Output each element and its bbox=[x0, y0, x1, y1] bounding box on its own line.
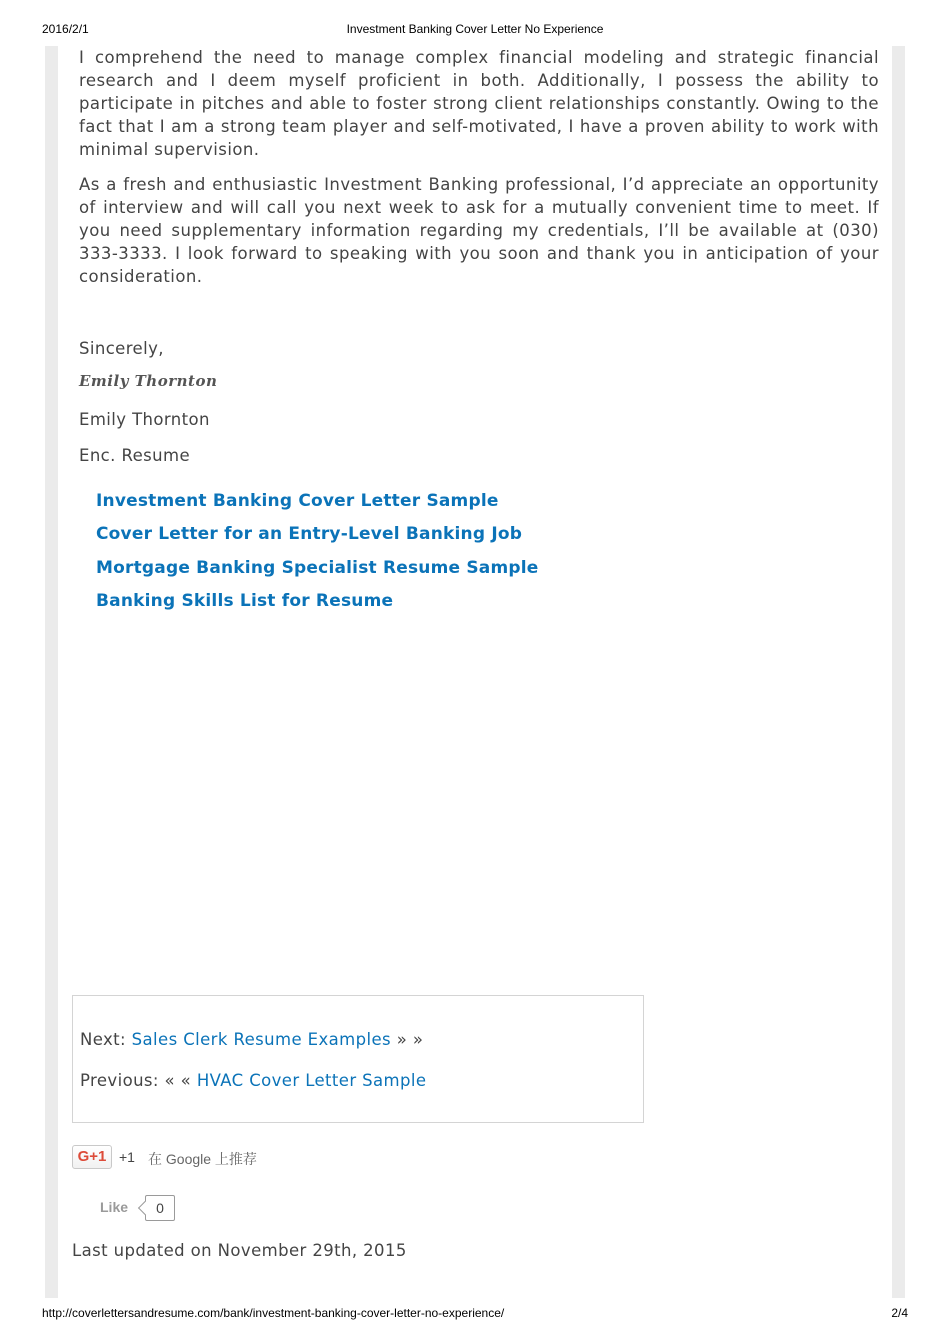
letter-paragraph: I comprehend the need to manage complex financial modeling and strategic financial research and I deem myself proficient in both. Additionally, I possess the ability to participate in pitches and able to foster strong client relationships constantly. Owing to the fact that I am a strong team player and self-motivated, I have a proven ability to work with minimal supervision. bbox=[79, 48, 879, 159]
signer-name: Emily Thornton bbox=[79, 410, 210, 429]
enclosure-note: Enc. Resume bbox=[79, 446, 190, 465]
previous-post bbox=[80, 1071, 426, 1090]
print-title: Investment Banking Cover Letter No Experience bbox=[346, 22, 604, 36]
print-footer bbox=[0, 1306, 950, 1324]
next-post bbox=[80, 1030, 423, 1049]
letter-paragraph: As a fresh and enthusiastic Investment Banking professional, I’d appreciate an opportunity of interview and will call you next week to ask for a mutually convenient time to meet. If you need supplementary information regarding my credentials, I’ll be available at (030) 333-3333. I look forward to speaking with you soon and thank you in anticipation of your consideration. bbox=[79, 175, 879, 286]
next-suffix: » » bbox=[396, 1030, 424, 1049]
related-link[interactable]: Mortgage Banking Specialist Resume Sample bbox=[96, 557, 539, 578]
print-url: http://coverlettersandresume.com/bank/investment-banking-cover-letter-no-experience/ bbox=[42, 1306, 505, 1320]
letter-body bbox=[79, 46, 879, 300]
like-count bbox=[145, 1195, 175, 1221]
related-link[interactable]: Cover Letter for an Entry-Level Banking Job bbox=[96, 524, 523, 545]
handwritten-signature: Emily Thornton bbox=[79, 372, 218, 390]
related-links bbox=[96, 490, 539, 623]
post-navigation bbox=[72, 995, 644, 1123]
previous-label: Previous: « « bbox=[80, 1071, 192, 1090]
right-margin-bar bbox=[892, 46, 905, 1298]
print-date: 2016/2/1 bbox=[42, 22, 89, 36]
like-button[interactable]: Like bbox=[100, 1199, 129, 1215]
next-label: Next: bbox=[80, 1030, 126, 1049]
next-post-link[interactable]: Sales Clerk Resume Examples bbox=[131, 1030, 392, 1049]
page-number: 2/4 bbox=[891, 1306, 908, 1320]
google-plus-button[interactable]: G+1 bbox=[72, 1145, 112, 1169]
letter-closing: Sincerely, bbox=[79, 339, 164, 358]
left-margin-bar bbox=[45, 46, 58, 1298]
previous-post-link[interactable]: HVAC Cover Letter Sample bbox=[196, 1071, 427, 1090]
print-header bbox=[0, 22, 950, 40]
related-link[interactable]: Banking Skills List for Resume bbox=[96, 590, 394, 611]
google-plus-text: 在 Google 上推荐 bbox=[148, 1151, 257, 1167]
google-plus-count: +1 bbox=[119, 1149, 135, 1165]
last-updated: Last updated on November 29th, 2015 bbox=[72, 1241, 407, 1260]
like-count-value: 0 bbox=[156, 1200, 164, 1216]
related-link[interactable]: Investment Banking Cover Letter Sample bbox=[96, 491, 499, 511]
